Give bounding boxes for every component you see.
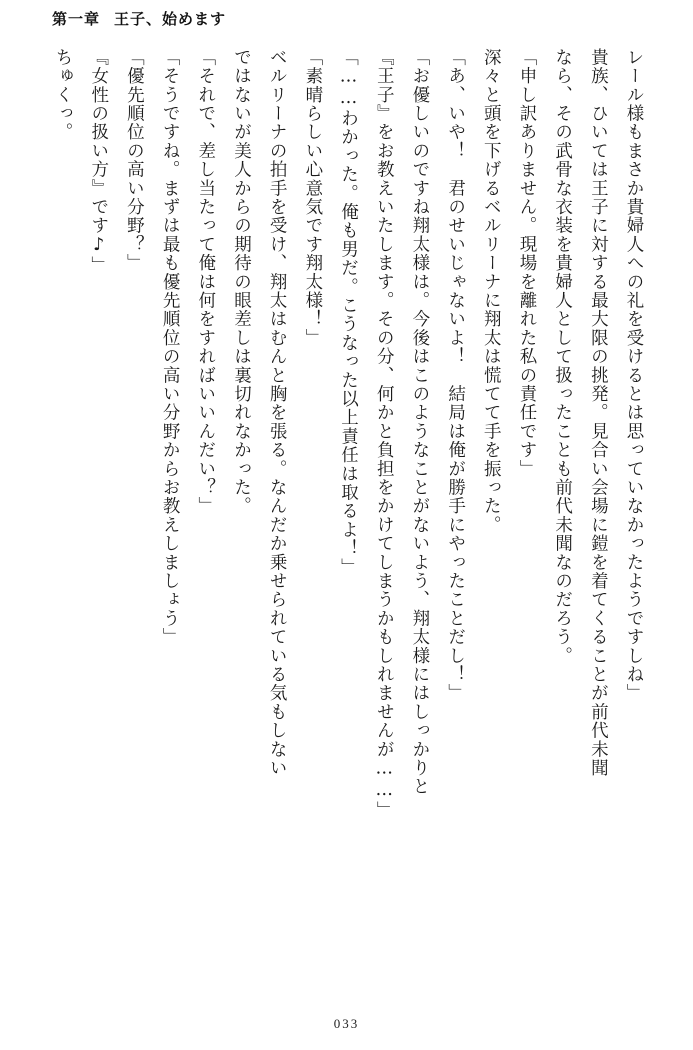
paragraph: ちゅくっ。 [53, 48, 73, 142]
paragraph: 「あ、いや！ 君のせいじゃないよ！ 結局は俺が勝手にやったことだし！」 [445, 48, 466, 703]
page-body-text [47, 48, 651, 988]
chapter-title: 王子、始めます [114, 12, 227, 28]
chapter-number: 第一章 [52, 12, 101, 28]
chapter-header [52, 8, 226, 29]
paragraph: 「申し訳ありません。現場を離れた私の責任です」 [516, 48, 537, 479]
paragraph: 貴族、ひいては王子に対する最大限の挑発。見合い会場に鎧を着てくることが前代未聞 [588, 48, 609, 778]
paragraph: 「素晴らしい心意気です翔太様！」 [302, 48, 323, 348]
paragraph: ベルリーナの拍手を受け、翔太はむんと胸を張る。なんだか乗せられている気もしない [267, 48, 288, 778]
paragraph: 「そうですね。まずは最も優先順位の高い分野からお教えしましょう」 [160, 48, 181, 647]
paragraph: レール様もまさか貴婦人への礼を受けるとは思っていなかったようですしね」 [624, 48, 644, 703]
paragraph: 『女性の扱い方』です♪」 [88, 48, 109, 275]
paragraph: ではないが美人からの期待の眼差しは裏切れなかった。 [231, 48, 252, 516]
paragraph: 「優先順位の高い分野？」 [124, 48, 145, 273]
paragraph: なら、その武骨な衣装を貴婦人として扱ったことも前代未聞なのだろう。 [552, 48, 573, 666]
paragraph: 「……わかった。俺も男だ。こうなった以上責任は取るよ！」 [338, 48, 359, 577]
paragraph: 「それで、差し当たって俺は何をすればいいんだい？」 [195, 48, 216, 516]
page-number: 033 [333, 1016, 360, 1031]
paragraph: 『王子』をお教えいたします。その分、何かと負担をかけてしまうかもしれませんが……」 [374, 48, 395, 820]
paragraph: 深々と頭を下げるベルリーナに翔太は慌てて手を振った。 [481, 48, 502, 535]
paragraph: 「お優しいのですね翔太様は。今後はこのようなことがないよう、翔太様にはしっかりと [409, 48, 430, 796]
